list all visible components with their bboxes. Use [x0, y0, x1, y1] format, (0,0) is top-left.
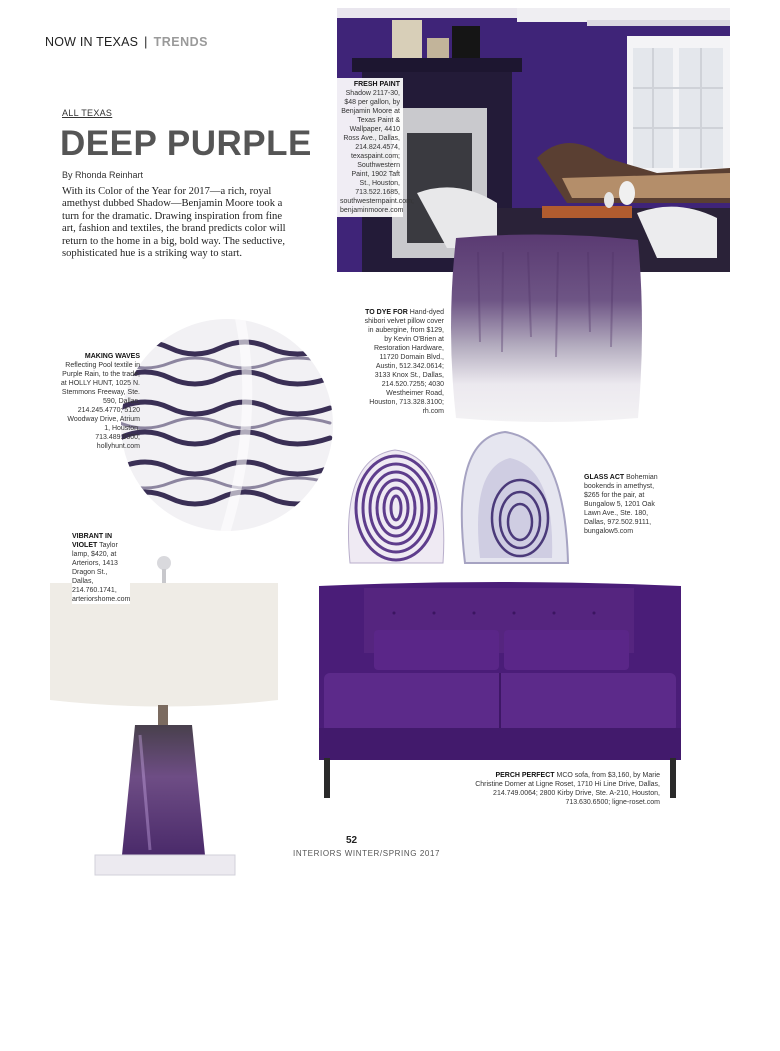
magazine-issue: INTERIORS WINTER/SPRING 2017 [293, 849, 441, 858]
caption-head: VIBRANT IN VIOLET [72, 533, 113, 549]
fabric-swatch [120, 318, 335, 533]
article-title: DEEP PURPLE [60, 124, 312, 163]
section-label: TRENDS [153, 35, 209, 49]
publication-label: NOW IN TEXAS [45, 35, 139, 49]
caption-perch-perfect [470, 771, 660, 807]
intro-paragraph: With its Color of the Year for 2017—a rich, royal amethyst dubbed Shadow—Benjamin Moore took a turn for the dramatic. Drawing inspiration from fine art, fashion and textiles, the brand predicts color will return to the home in a big, bold way. The seductive, sophisticated hue is a striking way to start. [62, 186, 286, 260]
caption-body: Hand-dyed shibori velvet pillow cover in aubergine, from $129, by Kevin O'Brien at Restoration Hardware, 11720 Domain Blvd., Austin, 512.342.0614; 3133 Knox St., Dallas, 214.520.7255; 4030 Westheimer Road, Houston, 713.328.3100; rh.com [364, 309, 444, 415]
caption-body: Taylor lamp, $420, at Arteriors, 1413 Dragon St., Dallas, 214.760.1741, arteriorshome.com [72, 542, 131, 603]
shibori-pillow [448, 232, 644, 424]
caption-head: FRESH PAINT [353, 81, 400, 88]
page-number: 52 [346, 835, 358, 846]
caption-head: GLASS ACT [584, 474, 625, 481]
caption-body: Bohemian bookends in amethyst, $265 for the pair, at Bungalow 5, 1201 Oak Lawn Ave., Ste. 180, Dallas, 972.502.9111, bungalow5.com [584, 474, 658, 535]
caption-fresh-paint [337, 78, 414, 217]
caption-glass-act [584, 473, 664, 536]
caption-vibrant-violet [72, 532, 130, 604]
caption-making-waves [60, 352, 140, 451]
caption-body: Reflecting Pool textile in Purple Rain, to the trade, at HOLLY HUNT, 1025 N. Stemmons Freeway, Ste. 590, Dallas, 214.245.4770; 5120 Woodway Drive, Atrium 1, Houston, 713.489.5300; hollyhunt.com [60, 362, 140, 450]
caption-head: TO DYE FOR [365, 309, 408, 316]
byline: By Rhonda Reinhart [62, 170, 144, 180]
caption-body: Shadow 2117-30, $48 per gallon, by Benjamin Moore at Texas Paint & Wallpaper, 4410 Ross Ave., Dallas, 214.824.4574, texaspaint.com; Southwestern Paint, 1902 Taft St., Houston, 713.522.1685, southwesternpaint.com; benjaminmoore.com [340, 90, 414, 214]
header-separator: | [144, 35, 148, 49]
caption-body: MCO sofa, from $3,160, by Marie Christine Dorner at Ligne Roset, 1710 Hi Line Drive, Dallas, 214.749.0064; 2800 Kirby Drive, Ste. A-210, Houston, 713.630.6500; ligne-roset.com [475, 772, 660, 806]
velvet-sofa [314, 578, 686, 803]
glass-bookends [340, 428, 575, 568]
caption-head: MAKING WAVES [84, 353, 140, 360]
caption-to-dye-for [360, 308, 444, 416]
kicker: ALL TEXAS [62, 108, 113, 118]
caption-head: PERCH PERFECT [495, 772, 555, 779]
running-header [45, 35, 208, 49]
